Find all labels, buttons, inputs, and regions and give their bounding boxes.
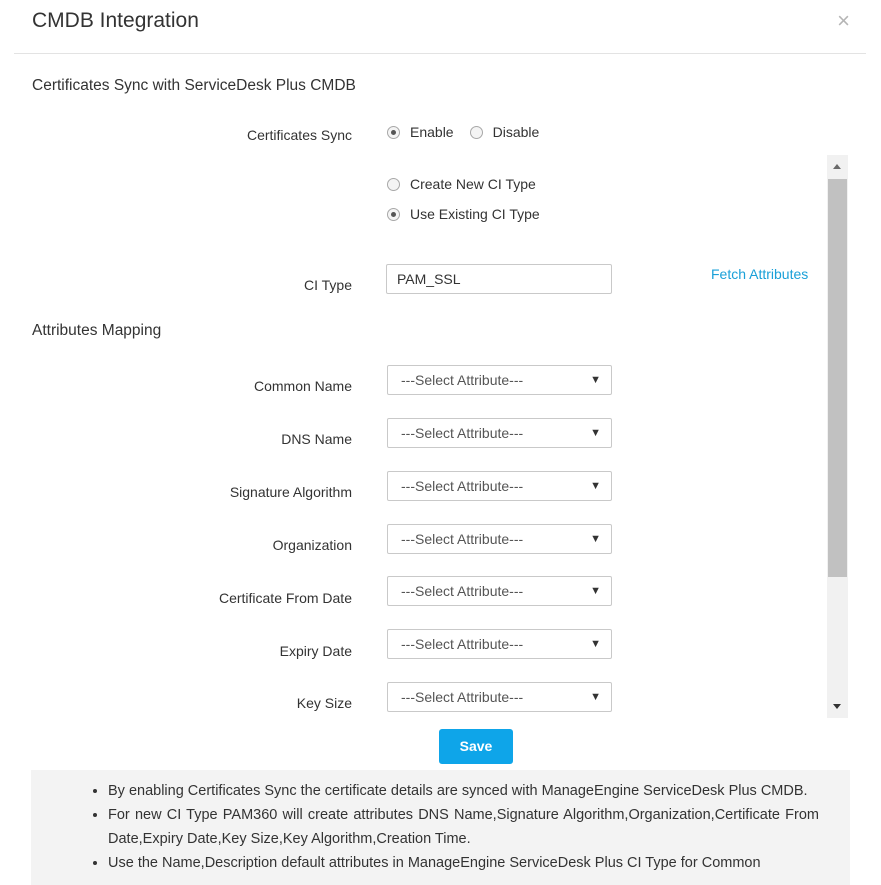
use-existing-ci-type-radio[interactable] [387,208,400,221]
scroll-up-arrow-icon[interactable] [827,155,848,177]
fetch-attributes-link[interactable]: Fetch Attributes [711,266,809,282]
key-size-label: Key Size [296,695,352,711]
notes-list [108,779,819,875]
note-item: • By enabling Certificates Sync the certificate details are synced with ManageEngine ServiceDesk Plus CMDB. [108,779,819,803]
certificate-from-date-select-value: ---Select Attribute--- [401,583,524,599]
common-name-label: Common Name [253,378,352,394]
expiry-date-select[interactable] [387,629,612,659]
chevron-down-icon: ▼ [590,585,601,597]
create-ci-type-label[interactable]: Create New CI Type [410,176,536,192]
form-scrollbar[interactable] [827,155,848,718]
chevron-down-icon: ▼ [590,533,601,545]
dialog-title: CMDB Integration [32,9,199,32]
note-item: • Use the Name,Description default attributes in ManageEngine ServiceDesk Plus CI Type for Common [108,851,819,875]
chevron-down-icon: ▼ [590,374,601,386]
organization-select-value: ---Select Attribute--- [401,531,524,547]
dialog-header [14,0,866,54]
certificate-from-date-label: Certificate From Date [218,590,352,606]
disable-radio-label[interactable]: Disable [492,124,540,140]
notes-panel [31,770,850,885]
signature-algorithm-label: Signature Algorithm [229,484,352,500]
key-size-select-value: ---Select Attribute--- [401,689,524,705]
scrollbar-thumb[interactable] [828,179,847,577]
organization-label: Organization [272,537,352,553]
certificates-sync-label: Certificates Sync [246,127,352,143]
chevron-down-icon: ▼ [590,638,601,650]
signature-algorithm-select[interactable] [387,471,612,501]
key-size-select[interactable] [387,682,612,712]
close-icon[interactable]: × [837,8,850,33]
save-button[interactable]: Save [439,729,513,764]
chevron-down-icon: ▼ [590,691,601,703]
chevron-down-icon: ▼ [590,480,601,492]
attributes-mapping-title: Attributes Mapping [32,322,162,339]
enable-radio[interactable] [387,126,400,139]
expiry-date-select-value: ---Select Attribute--- [401,636,524,652]
ci-type-label: CI Type [304,277,352,293]
scroll-down-arrow-icon[interactable] [827,696,848,718]
create-ci-type-option[interactable] [387,176,552,192]
certificate-from-date-select[interactable] [387,576,612,606]
ci-type-input[interactable]: PAM_SSL [386,264,612,294]
use-existing-ci-type-label[interactable]: Use Existing CI Type [410,206,540,222]
note-item: • For new CI Type PAM360 will create attributes DNS Name,Signature Algorithm,Organization,Certificate From Date,Expiry Date,Key Size,Key Algorithm,Creation Time. [108,803,819,851]
chevron-down-icon: ▼ [590,427,601,439]
signature-algorithm-select-value: ---Select Attribute--- [401,478,524,494]
create-ci-type-radio[interactable] [387,178,400,191]
dns-name-label: DNS Name [281,431,352,447]
dns-name-select-value: ---Select Attribute--- [401,425,524,441]
certificates-sync-radio-group [387,124,555,140]
sync-section-title: Certificates Sync with ServiceDesk Plus CMDB [32,77,356,94]
common-name-select-value: ---Select Attribute--- [401,372,524,388]
organization-select[interactable] [387,524,612,554]
use-existing-ci-type-option[interactable] [387,206,556,222]
enable-radio-label[interactable]: Enable [410,124,454,140]
common-name-select[interactable] [387,365,612,395]
expiry-date-label: Expiry Date [279,643,352,659]
disable-radio[interactable] [470,126,483,139]
dns-name-select[interactable] [387,418,612,448]
